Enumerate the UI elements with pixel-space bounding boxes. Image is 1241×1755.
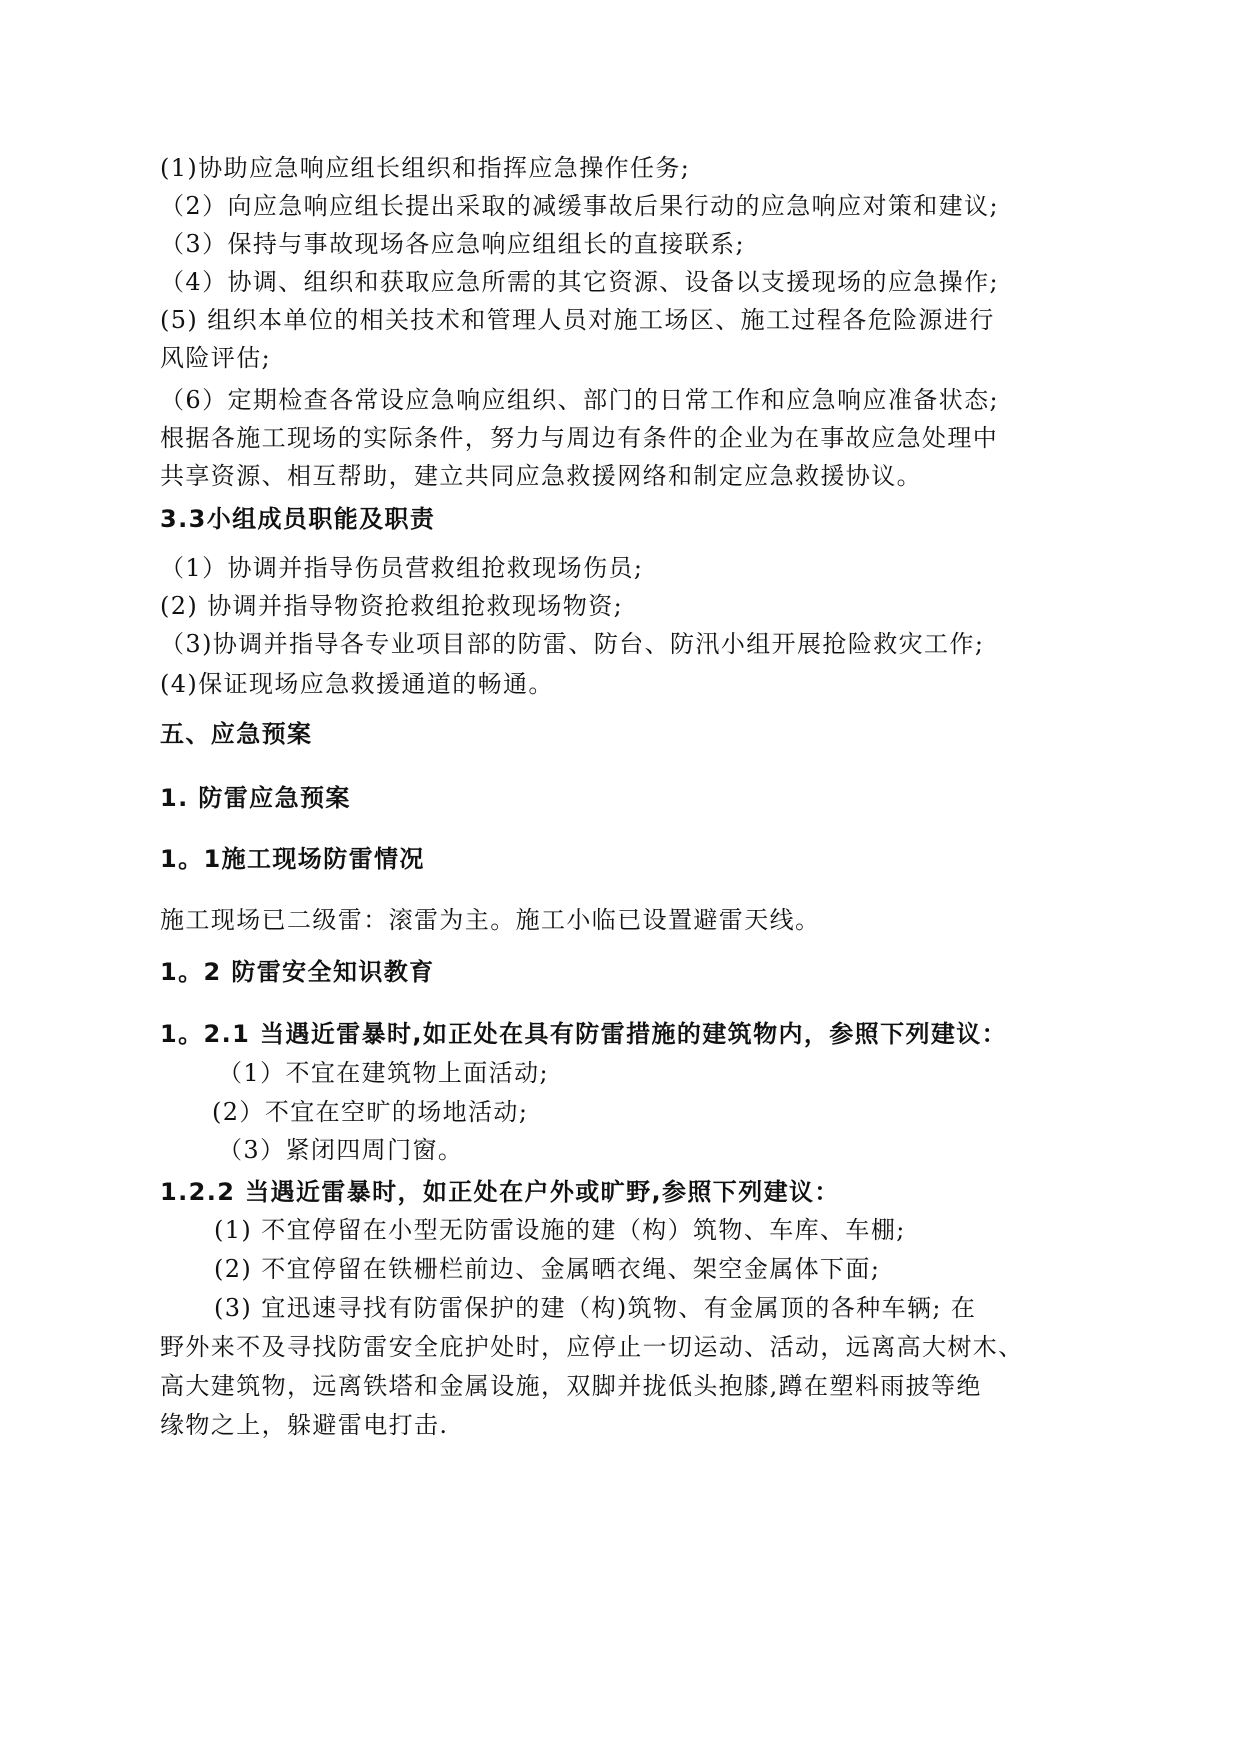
section-1-1-heading: 1。1施工现场防雷情况 xyxy=(160,845,425,873)
section-1-2-2-heading: 1.2.2 当遇近雷暴时，如正处在户外或旷野,参照下列建议： xyxy=(160,1178,840,1206)
outdoor-advice-3-cont-2: 高大建筑物，远离铁塔和金属设施，双脚并拢低头抱膝,蹲在塑料雨披等绝 xyxy=(160,1372,982,1400)
duty-item-6-cont-2: 共享资源、相互帮助，建立共同应急救援网络和制定应急救援协议。 xyxy=(160,462,922,490)
section-1-2-1-heading: 1。2.1 当遇近雷暴时,如正处在具有防雷措施的建筑物内，参照下列建议： xyxy=(160,1020,1008,1048)
indoor-advice-1: （1）不宜在建筑物上面活动; xyxy=(218,1059,549,1087)
duty-item-3: （3）保持与事故现场各应急响应组组长的直接联系; xyxy=(160,230,745,258)
member-duty-3: （3)协调并指导各专业项目部的防雷、防台、防汛小组开展抢险救灾工作; xyxy=(160,630,985,658)
outdoor-advice-1: (1) 不宜停留在小型无防雷设施的建（构）筑物、车库、车棚; xyxy=(214,1216,906,1244)
duty-item-6-cont-1: 根据各施工现场的实际条件，努力与周边有条件的企业为在事故应急处理中 xyxy=(160,424,999,452)
duty-item-4: （4）协调、组织和获取应急所需的其它资源、设备以支援现场的应急操作; xyxy=(160,268,999,296)
duty-item-5: (5) 组织本单位的相关技术和管理人员对施工场区、施工过程各危险源进行 xyxy=(160,306,995,334)
duty-item-5-cont: 风险评估; xyxy=(160,344,272,372)
outdoor-advice-2: (2) 不宜停留在铁栅栏前边、金属晒衣绳、架空金属体下面; xyxy=(214,1255,881,1283)
member-duty-1: （1）协调并指导伤员营救组抢救现场伤员; xyxy=(160,554,644,582)
member-duty-4: (4)保证现场应急救援通道的畅通。 xyxy=(160,670,554,698)
lightning-plan-heading: 1. 防雷应急预案 xyxy=(160,784,351,812)
section-1-2-heading: 1。2 防雷安全知识教育 xyxy=(160,958,435,986)
indoor-advice-3: （3）紧闭四周门窗。 xyxy=(218,1136,464,1164)
duty-item-6: （6）定期检查各常设应急响应组织、部门的日常工作和应急响应准备状态; xyxy=(160,386,999,414)
indoor-advice-2: (2）不宜在空旷的场地活动; xyxy=(212,1098,529,1126)
duty-item-1: (1)协助应急响应组长组织和指挥应急操作任务; xyxy=(160,154,691,182)
section-1-1-paragraph: 施工现场已二级雷：滚雷为主。施工小临已设置避雷天线。 xyxy=(160,906,821,934)
outdoor-advice-3-cont-3: 缘物之上，躲避雷电打击. xyxy=(160,1411,449,1439)
member-duty-2: (2) 协调并指导物资抢救组抢救现场物资; xyxy=(160,592,624,620)
chapter-5-heading: 五、应急预案 xyxy=(160,720,313,748)
section-3-3-heading: 3.3小组成员职能及职责 xyxy=(160,505,436,533)
outdoor-advice-3-cont-1: 野外来不及寻找防雷安全庇护处时，应停止一切运动、活动，远离高大树木、 xyxy=(160,1333,1024,1361)
outdoor-advice-3: (3) 宜迅速寻找有防雷保护的建（构)筑物、有金属顶的各种车辆; 在 xyxy=(214,1294,977,1322)
duty-item-2: （2）向应急响应组长提出采取的减缓事故后果行动的应急响应对策和建议; xyxy=(160,192,999,220)
